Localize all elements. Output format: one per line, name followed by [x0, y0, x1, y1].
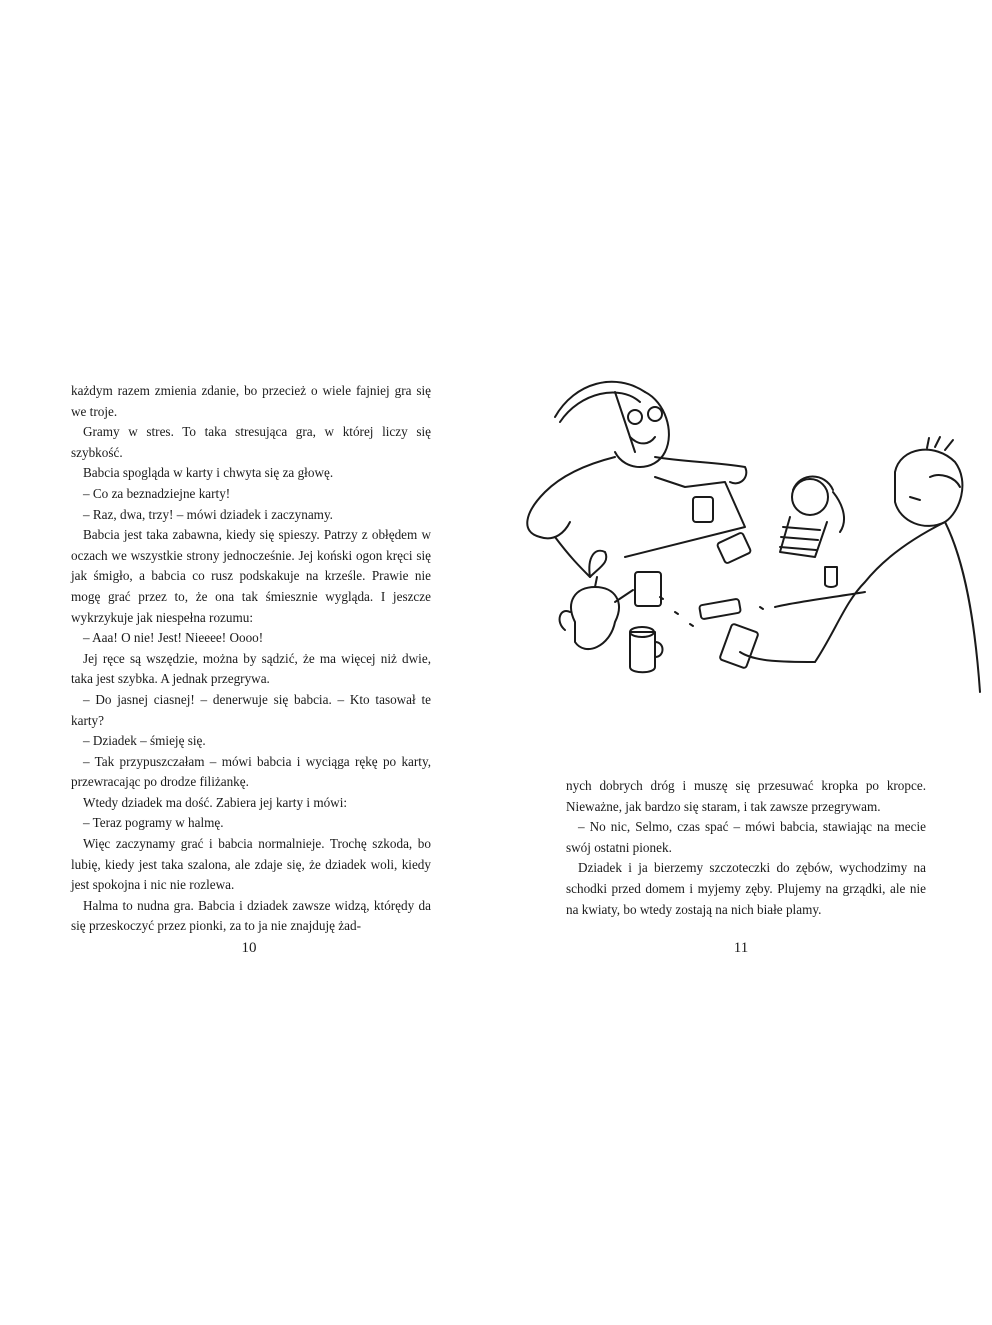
grandpa-drawing	[719, 437, 980, 692]
left-paragraph: Jej ręce są wszędzie, można by sądzić, że ma więcej niż dwie, taka jest szybka. A jednak przegrywa.	[71, 650, 431, 687]
left-paragraph: – Co za beznadziejne karty!	[83, 485, 231, 501]
left-paragraph: Babcia jest taka zabawna, kiedy się spieszy. Patrzy z obłędem w oczach we wszystkie strony jednocześnie. Jej koński ogon kręci się jak śmigło, a babcia co rusz podskakuje na krześle. Prawie nie mogę grać przez to, że ona tak śmiesznie wygląda. I jeszcze wykrzykuje jak niespełna rozumu:	[71, 527, 431, 625]
left-paragraph: – Dziadek – śmieję się.	[83, 733, 206, 749]
child-drawing	[717, 477, 844, 564]
left-paragraph: – Teraz pogramy w halmę.	[83, 815, 224, 831]
grandma-drawing	[527, 382, 746, 577]
left-paragraph: każdym razem zmienia zdanie, bo przecież o wiele fajniej gra się we troje.	[71, 383, 431, 419]
right-paragraph: – No nic, Selmo, czas spać – mówi babcia, stawiając na mecie swój ostatni pionek.	[566, 819, 926, 855]
left-paragraph: Babcia spogląda w karty i chwyta się za głowę.	[83, 465, 334, 481]
left-paragraph: Halma to nudna gra. Babcia i dziadek zawsze widzą, którędy da się przeskoczyć przez pionki, za to ja nie znajduję żad-	[71, 897, 431, 934]
table-items-drawing	[560, 567, 837, 672]
left-paragraph: – Aaa! O nie! Jest! Nieeee! Oooo!	[83, 630, 264, 646]
left-paragraph: – Do jasnej ciasnej! – denerwuje się babcia. – Kto tasował te karty?	[71, 691, 431, 728]
card-game-illustration	[515, 362, 985, 702]
left-paragraph: Więc zaczynamy grać i babcia normalnieje. Trochę szkoda, bo lubię, kiedy jest taka szalona, ale zdaje się, że dziadek woli, kiedy jest spokojna i nic nie rozlewa.	[71, 836, 431, 893]
left-page-text	[71, 381, 431, 937]
right-page-text	[566, 776, 926, 920]
left-paragraph: – Raz, dwa, trzy! – mówi dziadek i zaczynamy.	[83, 506, 333, 522]
left-paragraph: Gramy w stres. To taka stresująca gra, w której liczy się szybkość.	[71, 424, 431, 460]
right-paragraph: Dziadek i ja bierzemy szczoteczki do zębów, wychodzimy na schodki przed domem i myjemy zęby. Plujemy na grządki, ale nie na kwiaty, bo wtedy zostają na nich białe plamy.	[566, 860, 926, 917]
left-paragraph: Wtedy dziadek ma dość. Zabiera jej karty i mówi:	[83, 794, 348, 810]
right-page-number: 11	[733, 940, 749, 956]
left-paragraph: – Tak przypuszczałam – mówi babcia i wyciąga rękę po karty, przewracając po drodze filiżankę.	[71, 753, 431, 790]
left-page-number: 10	[241, 940, 257, 956]
right-paragraph: nych dobrych dróg i muszę się przesuwać kropka po kropce. Nieważne, jak bardzo się staram, i tak zawsze przegrywam.	[566, 778, 926, 814]
